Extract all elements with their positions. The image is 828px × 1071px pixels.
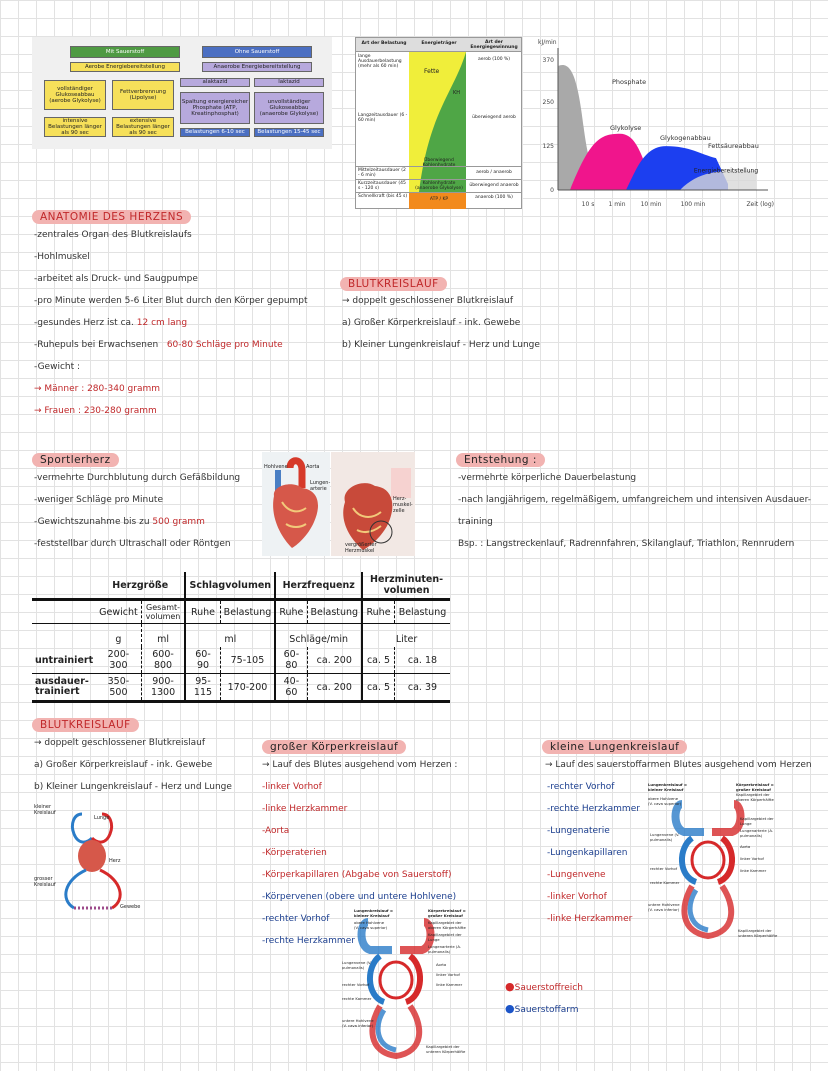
c-label: linker Vorhof	[436, 972, 460, 977]
cell: 40-60	[275, 674, 307, 702]
series-label-phosphate: Phosphate	[612, 78, 647, 86]
with-oxygen-box: Mit Sauerstoff	[70, 46, 180, 58]
sub-belastung-1: Belastung	[220, 600, 275, 624]
small-circulation-diagram	[34, 800, 144, 915]
anatomy-line-8: → Männer : 280-340 gramm	[34, 384, 161, 394]
athlete-line-4: -feststellbar durch Ultraschall oder Röntgen	[34, 539, 231, 549]
overlay-label: Energiebereitstellung	[693, 167, 759, 175]
pulmonary-item: -Lungenvene	[547, 870, 606, 880]
legend-rich: ●Sauerstoffreich	[505, 980, 583, 993]
label-lunge: Lunge	[94, 815, 110, 821]
cell: 350-500	[96, 674, 141, 702]
cell: ca. 5	[362, 674, 394, 702]
cell: ca. 18	[407, 654, 438, 666]
cell: 95-115	[185, 674, 220, 702]
th-herzgroesse: Herzgröße	[96, 572, 185, 600]
c-label: Lungenvene (V. pulmonalis)	[650, 832, 680, 842]
y-tick-label: 0	[550, 187, 554, 194]
x-tick-label: 100 min	[680, 201, 706, 208]
c-label: obere Hohlvene (V. cava superior)	[354, 920, 388, 930]
anaerobic-box: Anaerobe Energiebereitstellung	[202, 62, 312, 72]
anatomy-line-7: -Gewicht :	[34, 362, 81, 372]
origin-heading: Entstehung :	[456, 448, 545, 467]
without-oxygen-box: Ohne Sauerstoff	[202, 46, 312, 58]
systemic-item: -rechter Vorhof	[262, 914, 330, 924]
systemic-item: -Aorta	[262, 826, 290, 836]
pulmonary-heading: kleine Lungenkreislauf	[542, 735, 687, 754]
row-langzeit-gain: überwiegend aerob	[472, 115, 516, 120]
kh-label: KH	[453, 90, 461, 96]
series-label-fett: Fettsäureabbau	[708, 142, 759, 151]
systemic-item: -Körperaterien	[262, 848, 327, 858]
x-tick-label: 1 min	[608, 201, 626, 208]
cell: ca. 200	[307, 647, 362, 674]
c-label: Kapillargebiet der oberen Körperhälfte	[736, 792, 774, 802]
athlete-line-2: -weniger Schläge pro Minute	[34, 495, 163, 505]
pulmonary-item: -linke Herzkammer	[547, 914, 633, 924]
systemic-heading: großer Körperkreislauf	[262, 735, 406, 754]
c-label: Kapillargebiet der oberen Körperhälfte	[428, 920, 466, 930]
c-label: Aorta	[436, 962, 447, 967]
unit-schlaege: Schläge/min	[275, 624, 362, 648]
c-label: rechter Vorhof	[342, 982, 370, 987]
col-load: Art der Belastung	[361, 41, 407, 46]
row-long-gain: aerob (100 %)	[477, 57, 511, 62]
label-kleiner: kleiner Kreislauf	[34, 804, 56, 816]
pulmonary-item: -rechter Vorhof	[547, 782, 615, 792]
athlete-line-1: -vermehrte Durchblutung durch Gefäßbildung	[34, 473, 241, 483]
c-label: Kapillargebiet der Lunge	[428, 932, 462, 942]
systemic-item: -linke Herzkammer	[262, 804, 348, 814]
cell: ca. 39	[407, 681, 438, 693]
systemic-item: -Körpervenen (obere und untere Hohlvene)	[262, 892, 457, 902]
row-long: lange Ausdauerbelastung (mehr als 60 min)	[358, 54, 402, 69]
energy-carrier-table	[355, 37, 522, 209]
series-label-glykogen: Glykogenabbau	[660, 134, 711, 143]
c-label: linker Vorhof	[740, 856, 764, 861]
c-label: Lungenkreislauf = kleiner Kreislauf	[648, 782, 688, 792]
th-hmv: Herzminuten-volumen	[370, 574, 444, 596]
cell: 170-200	[220, 674, 275, 702]
row-langzeit: Langzeitausdauer (6 - 60 min)	[358, 113, 408, 123]
heart-image-normal	[262, 452, 330, 556]
sub-ruhe-2: Ruhe	[275, 600, 307, 624]
legend-poor: ●Sauerstoffarm	[505, 1002, 579, 1015]
circ-line-1: → doppelt geschlossener Blutkreislauf	[34, 738, 206, 748]
c-label: rechte Kammer	[342, 996, 372, 1001]
energy-chart	[530, 35, 780, 213]
y-tick-label: 250	[542, 99, 554, 107]
row-schnellkraft-gain: anaerob (100 %)	[475, 195, 513, 200]
carbs-anaerobic: Kohlenhydrate (anaerobe Glykolyse)	[415, 181, 463, 191]
c-label: Aorta	[740, 844, 751, 849]
c-label: rechte Kammer	[650, 880, 680, 885]
th-schlagvolumen: Schlagvolumen	[185, 572, 275, 600]
sub-gesamtvolumen: Gesamt-volumen	[141, 600, 185, 624]
circulation-schematic-center	[340, 906, 480, 1066]
anatomy-line-3: -arbeitet als Druck- und Saugpumpe	[34, 274, 198, 284]
c-label: Lungenkreislauf = kleiner Kreislauf	[354, 908, 394, 918]
label-hohlvene: Hohlvene	[264, 464, 288, 470]
anatomy-line-2: -Hohlmuskel	[34, 252, 90, 262]
row-mittelzeit: Mittelzeitausdauer (2 - 6 min)	[358, 168, 406, 178]
c-label: rechter Vorhof	[650, 866, 678, 871]
heart-image-athlete	[331, 452, 415, 556]
c-label: Kapillargebiet der unteren Körperhälfte	[738, 928, 778, 938]
systemic-item: -Körperkapillaren (Abgabe von Sauerstoff)	[262, 870, 452, 880]
y-tick-label: 370	[542, 57, 554, 64]
alactic-box: alaktazid	[180, 78, 250, 87]
label-lungenarterie: Lungen-arterie	[310, 480, 331, 492]
circ-top-line-1: → doppelt geschlossener Blutkreislauf	[342, 296, 514, 306]
row-mittelzeit-gain: aerob / anaerob	[476, 170, 512, 175]
c-label: Lungenarterie (A. pulmonalis)	[428, 944, 462, 954]
c-label: linke Kammer	[740, 868, 767, 873]
load-6-10-box: Belastungen 6-10 sec	[180, 128, 250, 137]
pulmonary-item: -linker Vorhof	[547, 892, 607, 902]
th-herzfrequenz: Herzfrequenz	[275, 572, 362, 600]
y-tick-label: 125	[542, 143, 554, 151]
sub-ruhe-1: Ruhe	[185, 600, 220, 624]
glucose-box: vollständiger Glukoseabbau (aerobe Glykolyse)	[44, 80, 106, 110]
fette-label: Fette	[424, 68, 440, 75]
lactic-box: laktazid	[254, 78, 324, 87]
label-herz: Herz	[109, 858, 121, 864]
unit-ml-2: ml	[185, 624, 275, 648]
c-label: Kapillargebiet der Lunge	[740, 816, 774, 826]
unit-g: g	[96, 624, 141, 648]
col-gain: Art der Energiegewinnung	[470, 40, 518, 50]
x-tick-label: 10 s	[581, 201, 595, 208]
col-carrier: Energieträger	[421, 41, 457, 46]
phosphate-box: Spaltung energiereicher Phosphate (ATP, Kreatinphosphat)	[180, 92, 250, 124]
x-tick-label: 10 min	[640, 201, 662, 208]
origin-line-1: -vermehrte körperliche Dauerbelastung	[458, 473, 637, 483]
label-grosser: grosser Kreislauf	[34, 876, 56, 888]
athlete-line-3: -Gewichtszunahme bis zu 500 gramm	[34, 517, 205, 527]
cell: 900-1300	[141, 674, 185, 702]
cell: 600-800	[141, 647, 185, 674]
fat-box: Fettverbrennung (Lipolyse)	[112, 80, 174, 110]
unit-liter: Liter	[395, 634, 418, 645]
mostly-carbs: Überwiegend Kohlenhydrate	[422, 158, 456, 168]
row-untrainiert: untrainiert	[35, 654, 94, 666]
c-label: untere Hohlvene (V. cava inferior)	[648, 902, 680, 912]
sub-belastung-2: Belastung	[307, 600, 362, 624]
circulation-heading-top: BLUTKREISLAUF	[340, 272, 447, 291]
unit-ml: ml	[141, 624, 185, 648]
label-muskelzelle: Herz-muskel-zelle	[393, 496, 413, 514]
heart-data-table	[32, 572, 450, 703]
circulation-heading: BLUTKREISLAUF	[32, 713, 139, 732]
anatomy-line-9: → Frauen : 230-280 gramm	[34, 406, 157, 416]
c-label: Lungenarterie (A. pulmonalis)	[740, 828, 774, 838]
cell: 200-300	[96, 647, 141, 674]
c-label: Lungenvene (V. pulmonalis)	[342, 960, 372, 970]
aerobic-box: Aerobe Energiebereitstellung	[70, 62, 180, 72]
load-15-45-box: Belastungen 15-45 sec	[254, 128, 324, 137]
label-aorta: Aorta	[306, 464, 320, 470]
circ-line-2: a) Großer Körperkreislauf - ink. Gewebe	[34, 760, 213, 770]
pulmonary-item: -Lungenkapillaren	[547, 848, 628, 858]
circulation-schematic-right	[646, 780, 786, 945]
extensive-box: extensive Belastungen länger als 90 sec	[112, 117, 174, 137]
systemic-item: -linker Vorhof	[262, 782, 322, 792]
label-vergroessert: vergrößerter Herzmuskel	[345, 542, 377, 554]
intensive-box: intensive Belastungen länger als 90 sec	[44, 117, 106, 137]
cell: ca. 200	[307, 674, 362, 702]
row-kurzzeit-gain: überwiegend anaerob	[469, 183, 519, 188]
c-label: linke Kammer	[436, 982, 463, 987]
systemic-item: -rechte Herzkammer	[262, 936, 355, 946]
origin-line-4: Bsp. : Langstreckenlauf, Radrennfahren, Skilanglauf, Triathlon, Rennrudern	[458, 539, 795, 549]
pulmonary-item: -rechte Herzkammer	[547, 804, 640, 814]
systemic-intro: → Lauf des Blutes ausgehend vom Herzen :	[262, 760, 458, 770]
circ-top-line-3: b) Kleiner Lungenkreislauf - Herz und Lunge	[342, 340, 540, 350]
cell: 60-80	[275, 647, 307, 674]
origin-line-3: training	[458, 517, 493, 527]
origin-line-2: -nach langjährigem, regelmäßigem, umfangreichem und intensiven Ausdauer-	[458, 495, 811, 505]
row-schnellkraft: Schnellkraft (bis 45 s)	[358, 194, 408, 199]
cell: 75-105	[220, 647, 275, 674]
pulmonary-intro: → Lauf des sauerstoffarmen Blutes ausgehend vom Herzen	[545, 760, 812, 770]
y-axis-label: kJ/min	[538, 39, 557, 46]
x-axis-label: Zeit (log)	[746, 201, 774, 208]
row-trainiert: ausdauer-trainiert	[35, 676, 89, 697]
sub-gewicht: Gewicht	[96, 600, 141, 624]
anatomy-line-6: -Ruhepuls bei Erwachsenen 60-80 Schläge pro Minute	[34, 340, 283, 350]
anatomy-line-5: -gesundes Herz ist ca. 12 cm lang	[34, 318, 188, 328]
series-label-glykolyse: Glykolyse	[610, 123, 642, 132]
sub-ruhe-3: Ruhe	[362, 600, 394, 624]
c-label: untere Hohlvene (V. cava inferior)	[342, 1018, 374, 1028]
c-label: obere Hohlvene (V. cava superior)	[648, 796, 682, 806]
anatomy-heading: ANATOMIE DES HERZENS	[32, 205, 191, 224]
athlete-heart-heading: Sportlerherz	[32, 448, 119, 467]
label-gewebe: Gewebe	[120, 904, 141, 910]
c-label: Körperkreislauf = großer Kreislauf	[428, 908, 466, 918]
c-label: Kapillargebiet der unteren Körperhälfte	[426, 1044, 466, 1054]
cell: 60-90	[185, 647, 220, 674]
circ-top-line-2: a) Großer Körperkreislauf - ink. Gewebe	[342, 318, 521, 328]
circ-line-3: b) Kleiner Lungenkreislauf - Herz und Lunge	[34, 782, 232, 792]
c-label: Körperkreislauf = großer Kreislauf	[736, 782, 774, 792]
pulmonary-item: -Lungenaterie	[547, 826, 610, 836]
row-kurzzeit: Kurzzeitausdauer (45 s - 120 s)	[358, 181, 406, 191]
incomplete-glucose-box: unvollständiger Glukoseabbau (anaerobe Glykolyse)	[254, 92, 324, 124]
cell: ca. 5	[362, 647, 394, 674]
anatomy-line-1: -zentrales Organ des Blutkreislaufs	[34, 230, 192, 240]
energy-supply-diagram	[32, 37, 332, 149]
atp-kp: ATP / KP	[429, 197, 449, 202]
sub-belastung-3: Belastung	[398, 606, 447, 618]
anatomy-line-4: -pro Minute werden 5-6 Liter Blut durch den Körper gepumpt	[34, 296, 308, 306]
